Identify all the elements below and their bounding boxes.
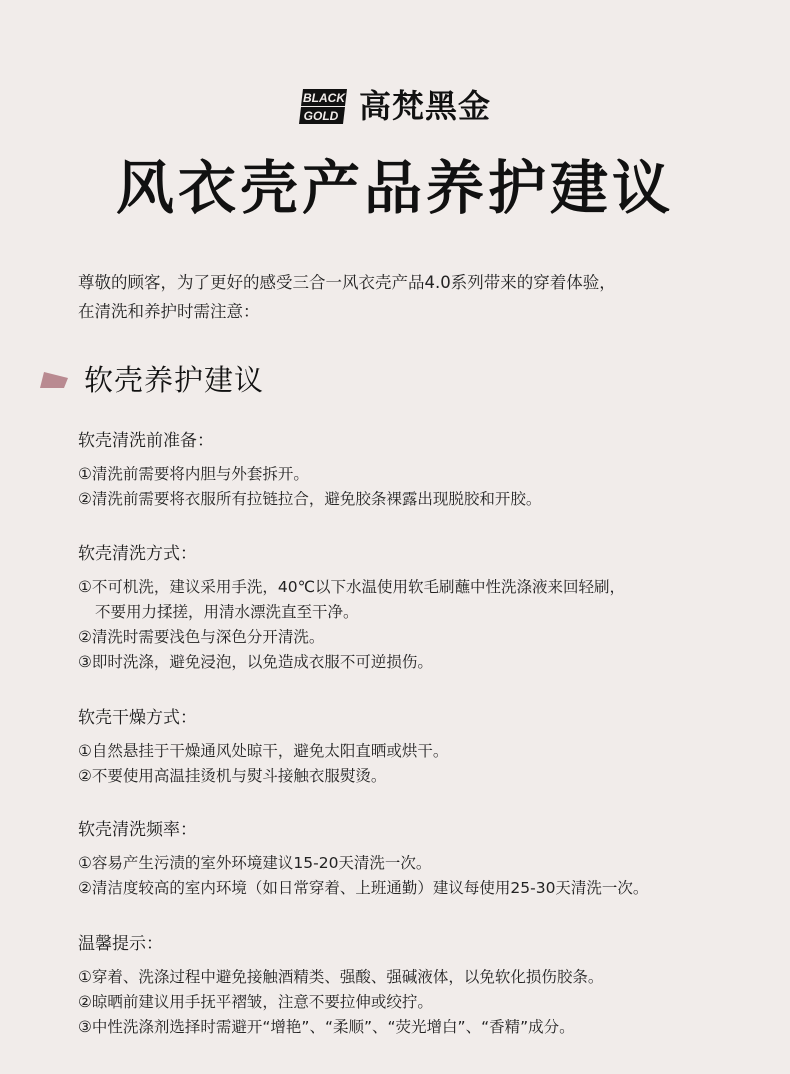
section-title: 软壳养护建议 [84,363,265,397]
intro-line: 尊敬的顾客，为了更好的感受三合一风衣壳产品4.0系列带来的穿着体验， [78,273,616,292]
list-item: ②清洗前需要将衣服所有拉链拉合，避免胶条裸露出现脱胶和开胶。 [78,490,542,508]
group-title: 软壳清洗前准备： [78,431,214,451]
section-marker-icon [40,370,70,390]
intro-line: 在清洗和养护时需注意： [78,302,260,321]
list-item: ②晾晒前建议用手抚平褶皱，注意不要拉伸或绞拧。 [78,993,433,1011]
group-frequency [78,815,778,901]
list-item: ①清洗前需要将内胆与外套拆开。 [78,465,309,483]
list-item: ①穿着、洗涤过程中避免接触酒精类、强酸、强碱液体，以免软化损伤胶条。 [78,968,604,986]
group-tips [78,929,778,1040]
group-prewash [78,426,778,512]
group-title: 温馨提示： [78,934,163,954]
list-item: 不要用力揉搓，用清水漂洗直至干净。 [95,603,359,621]
page-title: 风衣壳产品养护建议 [115,154,674,222]
section-heading [40,358,264,402]
group-title: 软壳干燥方式： [78,708,197,728]
logo-text-bottom: GOLD [303,109,339,123]
list-item: ②清洁度较高的室内环境（如日常穿着、上班通勤）建议每使用25-30天清洗一次。 [78,879,649,897]
list-item: ①不可机洗，建议采用手洗，40℃以下水温使用软毛刷蘸中性洗涤液来回轻刷， [78,578,626,596]
list-item: ①自然悬挂于干燥通风处晾干，避免太阳直晒或烘干。 [78,742,449,760]
black-gold-logo [299,87,349,125]
group-title: 软壳清洗频率： [78,820,197,840]
group-title: 软壳清洗方式： [78,544,197,564]
intro-paragraph [78,268,758,326]
list-item: ③即时洗涤，避免浸泡，以免造成衣服不可逆损伤。 [78,653,433,671]
list-item: ②不要使用高温挂烫机与熨斗接触衣服熨烫。 [78,767,387,785]
brand-header [0,86,790,126]
brand-name: 高梵黑金 [358,87,491,125]
list-item: ②清洗时需要浅色与深色分开清洗。 [78,628,325,646]
logo-text-top: BLACK [302,91,345,105]
list-item: ①容易产生污渍的室外环境建议15-20天清洗一次。 [78,854,432,872]
group-wash-method [78,539,778,675]
group-drying [78,703,778,789]
list-item: ③中性洗涤剂选择时需避开“增艳”、“柔顺”、“荧光增白”、“香精”成分。 [78,1018,575,1036]
